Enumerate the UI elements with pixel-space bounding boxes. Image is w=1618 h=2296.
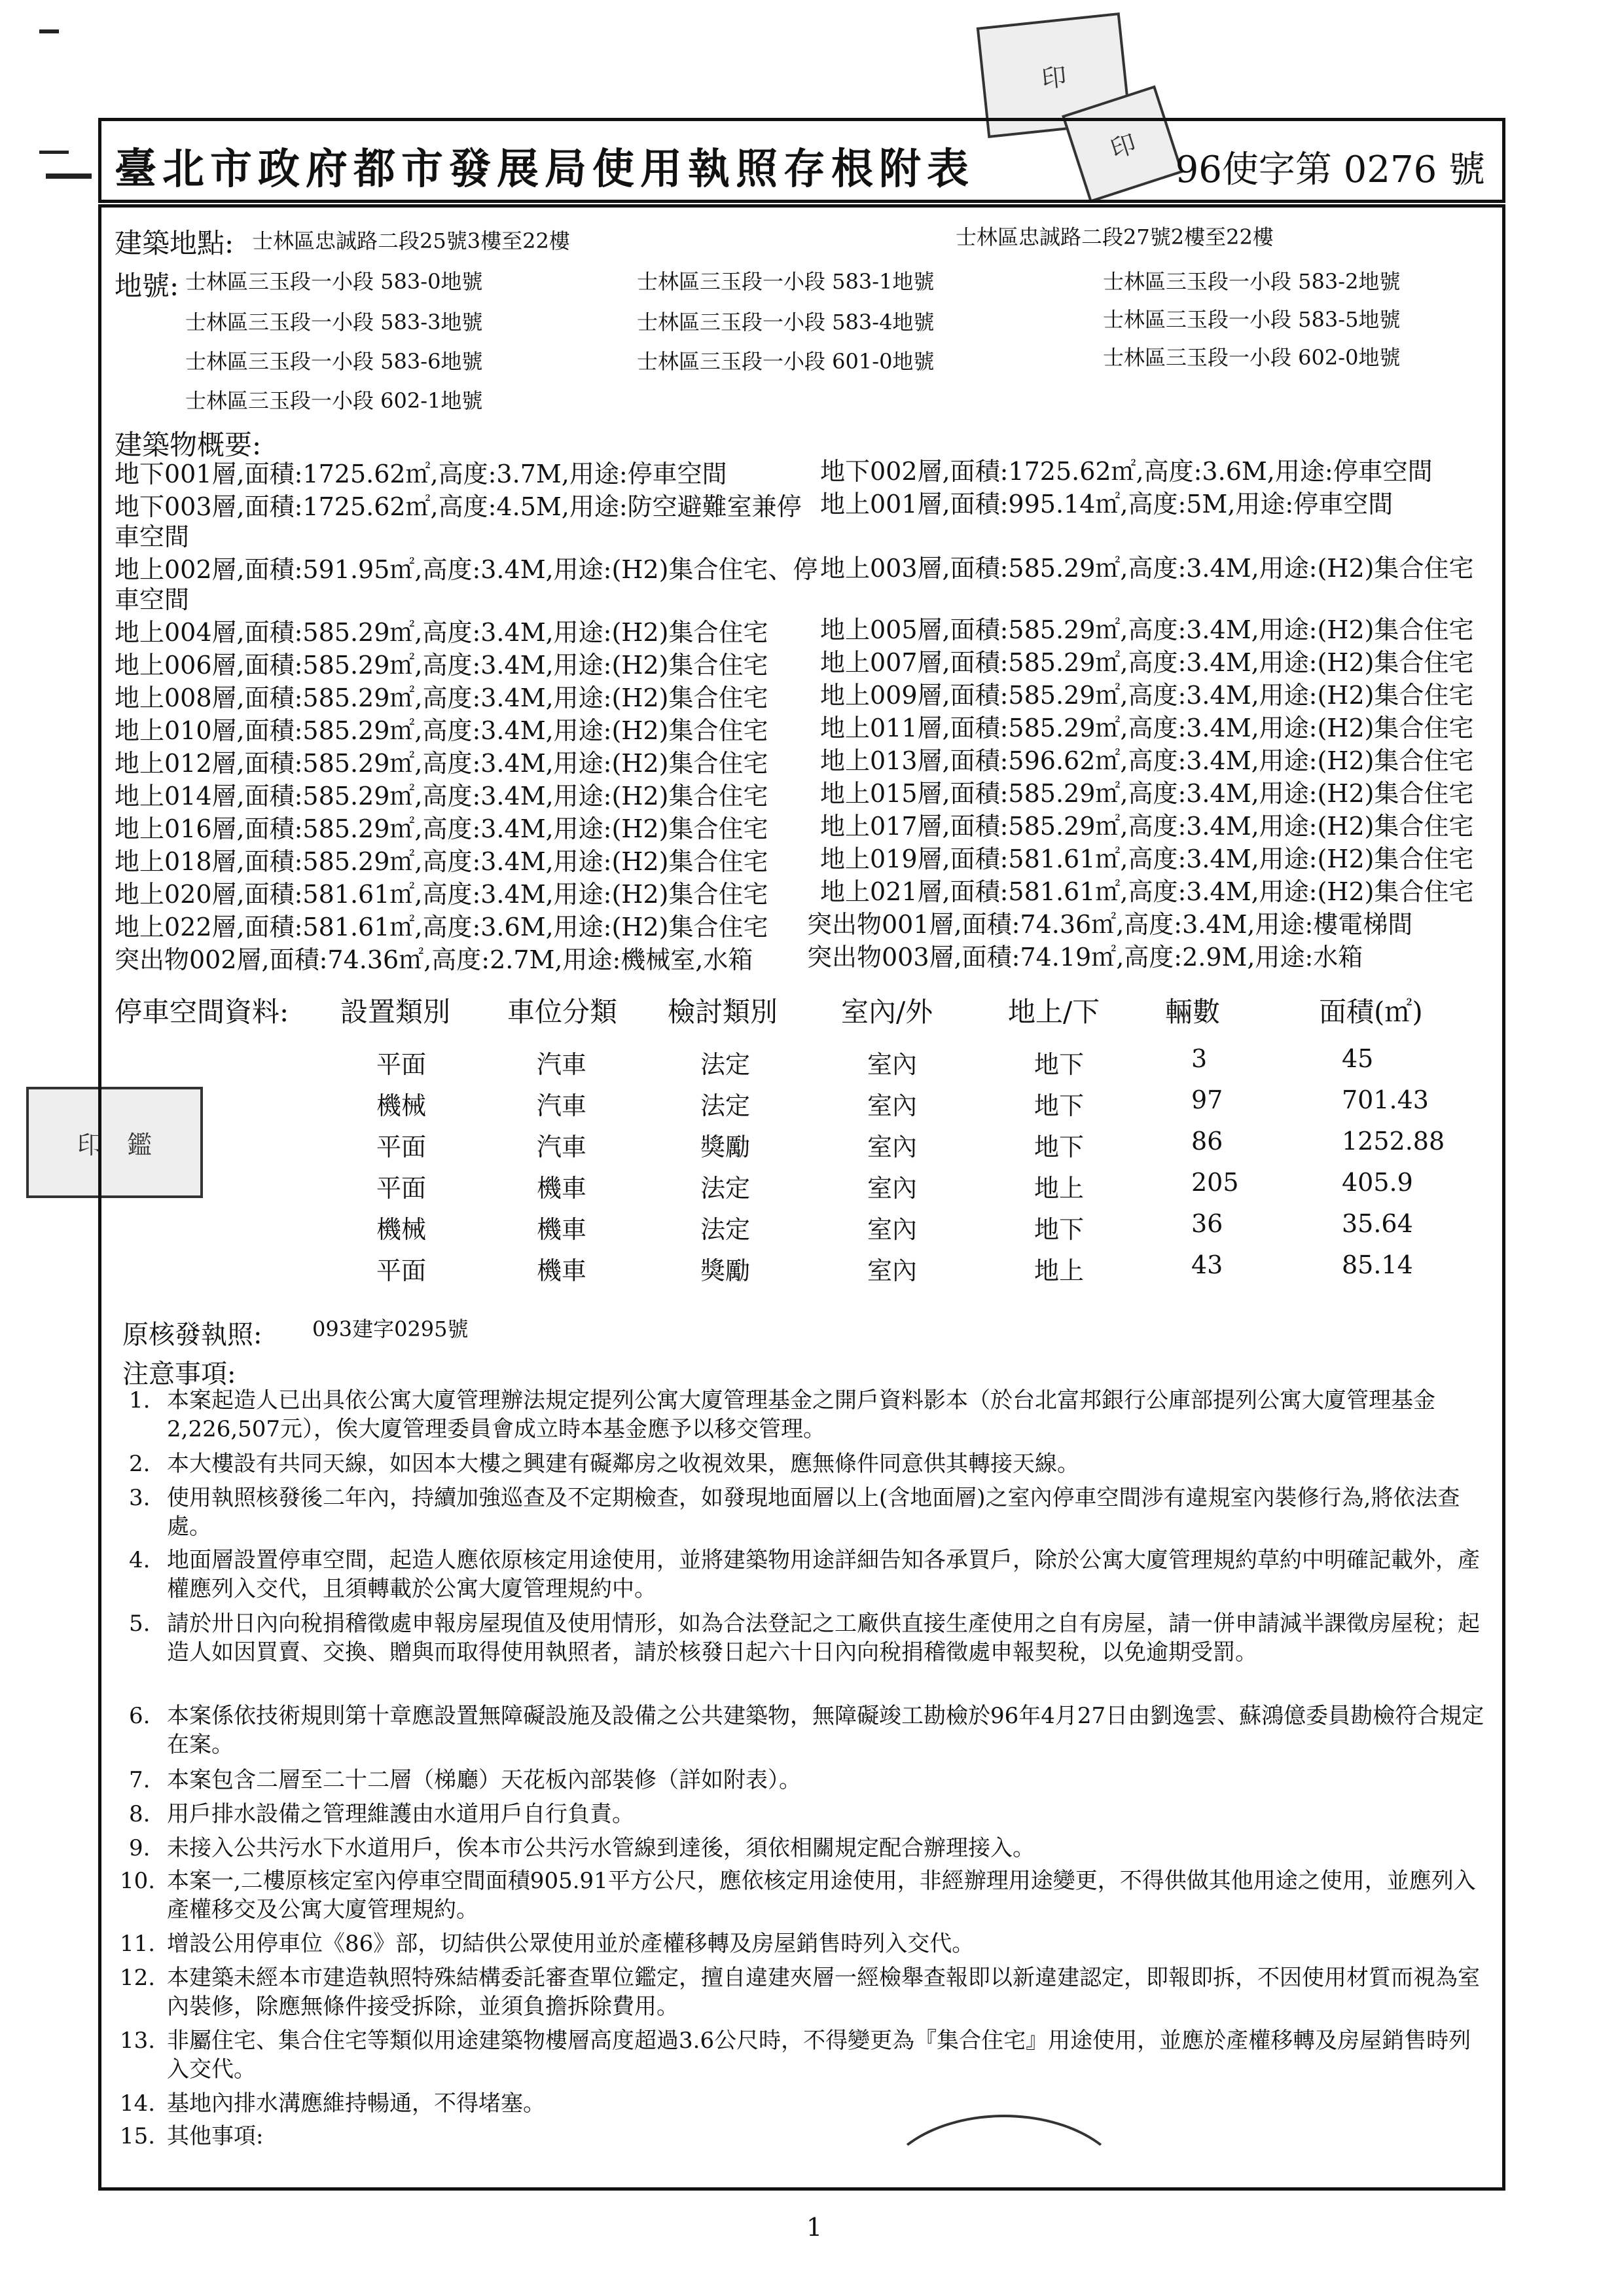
note-number: 5. (129, 1611, 151, 1637)
floor-line: 地上011層,面積:585.29㎡,高度:3.4M,用途:(H2)集合住宅 (820, 714, 1474, 742)
parking-cell: 地上 (1034, 1174, 1085, 1203)
floor-line: 地上019層,面積:581.61㎡,高度:3.4M,用途:(H2)集合住宅 (820, 845, 1474, 873)
parking-cell: 86 (1191, 1127, 1223, 1156)
note-number: 13. (120, 2028, 156, 2054)
site-address-1: 士林區忠誠路二段25號3樓至22樓 (252, 228, 570, 253)
note-item: 本案包含二層至二十二層（梯廳）天花板內部裝修（詳如附表）。 (167, 1767, 801, 1793)
parking-cell: 地下 (1034, 1215, 1085, 1244)
parking-cell: 獎勵 (700, 1133, 751, 1161)
site-address-2: 士林區忠誠路二段27號2樓至22樓 (956, 225, 1274, 249)
floor-line: 地上005層,面積:585.29㎡,高度:3.4M,用途:(H2)集合住宅 (820, 615, 1474, 644)
parking-col-header: 室內/外 (841, 996, 933, 1028)
lot-item: 士林區三玉段一小段 583-4地號 (637, 310, 935, 335)
notes-label: 注意事項: (122, 1359, 236, 1389)
note-item: 本案起造人已出具依公寓大廈管理辦法規定提列公寓大廈管理基金之開戶資料影本（於台北富邦銀行公庫部提列公寓大廈管理基金2,226,507元），俟大廈管理委員會成立時本基金應予以移交管理。 (167, 1387, 1435, 1442)
floor-line: 地上002層,面積:591.95㎡,高度:3.4M,用途:(H2)集合住宅、停 (115, 555, 818, 584)
parking-cell: 地下 (1034, 1133, 1085, 1161)
parking-cell: 獎勵 (700, 1256, 751, 1285)
note-item: 非屬住宅、集合住宅等類似用途建築物樓層高度超過3.6公尺時，不得變更為『集合住宅』用途使用，並應於產權移轉及房屋銷售時列入交代。 (167, 2028, 1471, 2083)
parking-cell: 機車 (537, 1174, 587, 1203)
floor-line: 地下003層,面積:1725.62㎡,高度:4.5M,用途:防空避難室兼停 (115, 492, 802, 521)
parking-cell: 85.14 (1342, 1250, 1413, 1279)
parking-cell: 法定 (700, 1091, 751, 1120)
note-item: 本大樓設有共同天線，如因本大樓之興建有礙鄰房之收視效果，應無條件同意供其轉接天線。 (167, 1451, 1079, 1477)
parking-cell: 室內 (867, 1174, 918, 1203)
parking-cell: 97 (1191, 1085, 1223, 1114)
note-number: 9. (129, 1835, 151, 1861)
parking-cell: 平面 (376, 1256, 427, 1285)
floor-line: 地上006層,面積:585.29㎡,高度:3.4M,用途:(H2)集合住宅 (115, 651, 768, 680)
parking-col-header: 面積(㎡) (1319, 996, 1423, 1028)
floor-line: 地上014層,面積:585.29㎡,高度:3.4M,用途:(H2)集合住宅 (115, 782, 768, 811)
parking-cell: 1252.88 (1342, 1127, 1445, 1156)
floor-line: 地上012層,面積:585.29㎡,高度:3.4M,用途:(H2)集合住宅 (115, 749, 768, 778)
parking-cell: 平面 (376, 1133, 427, 1161)
parking-cell: 平面 (376, 1050, 427, 1079)
lot-item: 士林區三玉段一小段 583-3地號 (185, 310, 483, 335)
document-title: 臺北市政府都市發展局使用執照存根附表 (115, 145, 975, 194)
scan-mark (39, 151, 69, 154)
parking-label: 停車空間資料: (115, 996, 289, 1028)
parking-col-header: 設置類別 (340, 996, 451, 1028)
page-number: 1 (806, 2213, 823, 2242)
note-number: 6. (129, 1703, 151, 1729)
lot-item: 士林區三玉段一小段 601-0地號 (637, 349, 935, 374)
floor-line: 地上009層,面積:585.29㎡,高度:3.4M,用途:(H2)集合住宅 (820, 681, 1474, 710)
floor-line: 地上017層,面積:585.29㎡,高度:3.4M,用途:(H2)集合住宅 (820, 812, 1474, 841)
seal-stamp-top: 印 (977, 12, 1132, 138)
parking-cell: 36 (1191, 1209, 1223, 1238)
main-form-box (98, 204, 1505, 2191)
lots-label: 地號: (115, 270, 179, 302)
parking-cell: 地上 (1034, 1256, 1085, 1285)
title-bar (98, 118, 1505, 203)
note-number: 4. (129, 1547, 151, 1573)
note-item: 使用執照核發後二年內，持續加強巡查及不定期檢查，如發現地面層以上(含地面層)之室內停車空間涉有違規室內裝修行為,將依法查處。 (167, 1485, 1460, 1540)
lot-item: 士林區三玉段一小段 583-5地號 (1103, 307, 1401, 332)
floor-line: 地上007層,面積:585.29㎡,高度:3.4M,用途:(H2)集合住宅 (820, 648, 1474, 677)
note-number: 7. (129, 1767, 151, 1793)
note-number: 12. (120, 1965, 156, 1991)
parking-cell: 室內 (867, 1133, 918, 1161)
note-number: 11. (120, 1931, 156, 1957)
note-number: 10. (120, 1868, 156, 1894)
floor-line: 地上020層,面積:581.61㎡,高度:3.4M,用途:(H2)集合住宅 (115, 880, 768, 909)
scan-mark (39, 29, 59, 33)
floor-line: 地上021層,面積:581.61㎡,高度:3.4M,用途:(H2)集合住宅 (820, 877, 1474, 906)
floor-line: 地上003層,面積:585.29㎡,高度:3.4M,用途:(H2)集合住宅 (820, 554, 1474, 583)
floor-line: 地上004層,面積:585.29㎡,高度:3.4M,用途:(H2)集合住宅 (115, 618, 768, 647)
parking-cell: 機車 (537, 1256, 587, 1285)
permit-number: 96使字第 0276 號 (1175, 149, 1485, 191)
floor-line: 地下002層,面積:1725.62㎡,高度:3.6M,用途:停車空間 (820, 457, 1433, 486)
seal-stamp-left: 印 鑑 (26, 1087, 203, 1198)
floor-line: 地上016層,面積:585.29㎡,高度:3.4M,用途:(H2)集合住宅 (115, 814, 768, 843)
parking-cell: 室內 (867, 1215, 918, 1244)
parking-cell: 汽車 (537, 1091, 587, 1120)
floor-line: 地下001層,面積:1725.62㎡,高度:3.7M,用途:停車空間 (115, 460, 727, 488)
floor-line: 地上018層,面積:585.29㎡,高度:3.4M,用途:(H2)集合住宅 (115, 847, 768, 876)
building-summary-label: 建築物概要: (115, 429, 262, 461)
parking-cell: 45 (1342, 1044, 1374, 1073)
lot-item: 士林區三玉段一小段 583-2地號 (1103, 269, 1401, 294)
parking-cell: 701.43 (1342, 1085, 1429, 1114)
note-number: 1. (129, 1387, 151, 1413)
parking-col-header: 輛數 (1165, 996, 1221, 1028)
parking-cell: 平面 (376, 1174, 427, 1203)
floor-line: 地上008層,面積:585.29㎡,高度:3.4M,用途:(H2)集合住宅 (115, 683, 768, 712)
floor-line: 地上022層,面積:581.61㎡,高度:3.6M,用途:(H2)集合住宅 (115, 913, 768, 941)
note-item: 基地內排水溝應維持暢通，不得堵塞。 (167, 2090, 545, 2117)
lot-item: 士林區三玉段一小段 583-1地號 (637, 269, 935, 294)
parking-cell: 機械 (376, 1091, 427, 1120)
parking-cell: 機車 (537, 1215, 587, 1244)
note-item: 本案一,二樓原核定室內停車空間面積905.91平方公尺，應依核定用途使用，非經辦理用途變更，不得供做其他用途之使用，並應列入產權移交及公寓大廈管理規約。 (167, 1868, 1476, 1923)
floor-line: 突出物001層,面積:74.36㎡,高度:3.4M,用途:樓電梯間 (807, 910, 1413, 939)
parking-cell: 地下 (1034, 1050, 1085, 1079)
parking-cell: 法定 (700, 1050, 751, 1079)
note-item: 本建築未經本市建造執照特殊結構委託審查單位鑑定，擅自違建夾層一經檢舉查報即以新違建認定，即報即拆，不因使用材質而視為室內裝修，除應無條件接受拆除，並須負擔拆除費用。 (167, 1965, 1480, 2020)
note-item: 本案係依技術規則第十章應設置無障礙設施及設備之公共建築物，無障礙竣工勘檢於96年4月27日由劉逸雲、蘇鴻億委員勘檢符合規定在案。 (167, 1703, 1484, 1758)
floor-line: 地上013層,面積:596.62㎡,高度:3.4M,用途:(H2)集合住宅 (820, 746, 1474, 775)
parking-cell: 205 (1191, 1168, 1239, 1197)
note-item: 地面層設置停車空間，起造人應依原核定用途使用，並將建築物用途詳細告知各承買戶，除於公寓大廈管理規約草約中明確記載外，產權應列入交代，且須轉載於公寓大廈管理規約中。 (167, 1547, 1480, 1602)
lot-item: 士林區三玉段一小段 583-0地號 (185, 269, 483, 294)
parking-cell: 法定 (700, 1215, 751, 1244)
parking-cell: 汽車 (537, 1050, 587, 1079)
parking-cell: 機械 (376, 1215, 427, 1244)
parking-cell: 法定 (700, 1174, 751, 1203)
parking-col-header: 地上/下 (1008, 996, 1100, 1028)
parking-cell: 地下 (1034, 1091, 1085, 1120)
scan-mark (46, 173, 92, 179)
note-item: 未接入公共污水下水道用戶，俟本市公共污水管線到達後，須依相關規定配合辦理接入。 (167, 1835, 1035, 1861)
site-label: 建築地點: (115, 227, 234, 259)
floor-line: 地上001層,面積:995.14㎡,高度:5M,用途:停車空間 (820, 490, 1393, 519)
floor-line: 地上015層,面積:585.29㎡,高度:3.4M,用途:(H2)集合住宅 (820, 779, 1474, 808)
note-number: 3. (129, 1485, 151, 1511)
note-number: 2. (129, 1451, 151, 1477)
note-item: 請於卅日內向稅捐稽徵處申報房屋現值及使用情形，如為合法登記之工廠供直接生產使用之自有房屋，請一併申請減半課徵房屋稅；起造人如因買賣、交換、贈與而取得使用執照者，請於核發日起六十日內向稅捐稽徵處申報契稅，以免逾期受罰。 (167, 1611, 1480, 1666)
parking-col-header: 檢討類別 (668, 996, 778, 1028)
parking-cell: 3 (1191, 1044, 1208, 1073)
original-permit-value: 093建字0295號 (312, 1317, 469, 1341)
lot-item: 士林區三玉段一小段 583-6地號 (185, 349, 483, 374)
parking-cell: 室內 (867, 1050, 918, 1079)
parking-cell: 室內 (867, 1256, 918, 1285)
note-item: 增設公用停車位《86》部，切結供公眾使用並於產權移轉及房屋銷售時列入交代。 (167, 1931, 975, 1957)
parking-cell: 35.64 (1342, 1209, 1413, 1238)
parking-cell: 汽車 (537, 1133, 587, 1161)
parking-cell: 405.9 (1342, 1168, 1413, 1197)
seal-stamp-top-2: 印 (1062, 85, 1183, 203)
floor-line: 車空間 (115, 585, 190, 614)
note-number: 14. (120, 2090, 156, 2117)
parking-col-header: 車位分類 (507, 996, 618, 1028)
note-item: 用戶排水設備之管理維護由水道用戶自行負責。 (167, 1801, 634, 1827)
parking-cell: 室內 (867, 1091, 918, 1120)
note-item: 其他事項: (167, 2123, 264, 2149)
lot-item: 士林區三玉段一小段 602-0地號 (1103, 345, 1401, 370)
floor-line: 地上010層,面積:585.29㎡,高度:3.4M,用途:(H2)集合住宅 (115, 716, 768, 745)
note-number: 15. (120, 2123, 156, 2149)
lot-item: 士林區三玉段一小段 602-1地號 (185, 388, 483, 413)
floor-line: 突出物003層,面積:74.19㎡,高度:2.9M,用途:水箱 (807, 943, 1363, 972)
note-number: 8. (129, 1801, 151, 1827)
original-permit-label: 原核發執照: (122, 1320, 262, 1350)
floor-line: 突出物002層,面積:74.36㎡,高度:2.7M,用途:機械室,水箱 (115, 945, 753, 974)
floor-line: 車空間 (115, 522, 190, 551)
parking-cell: 43 (1191, 1250, 1223, 1279)
